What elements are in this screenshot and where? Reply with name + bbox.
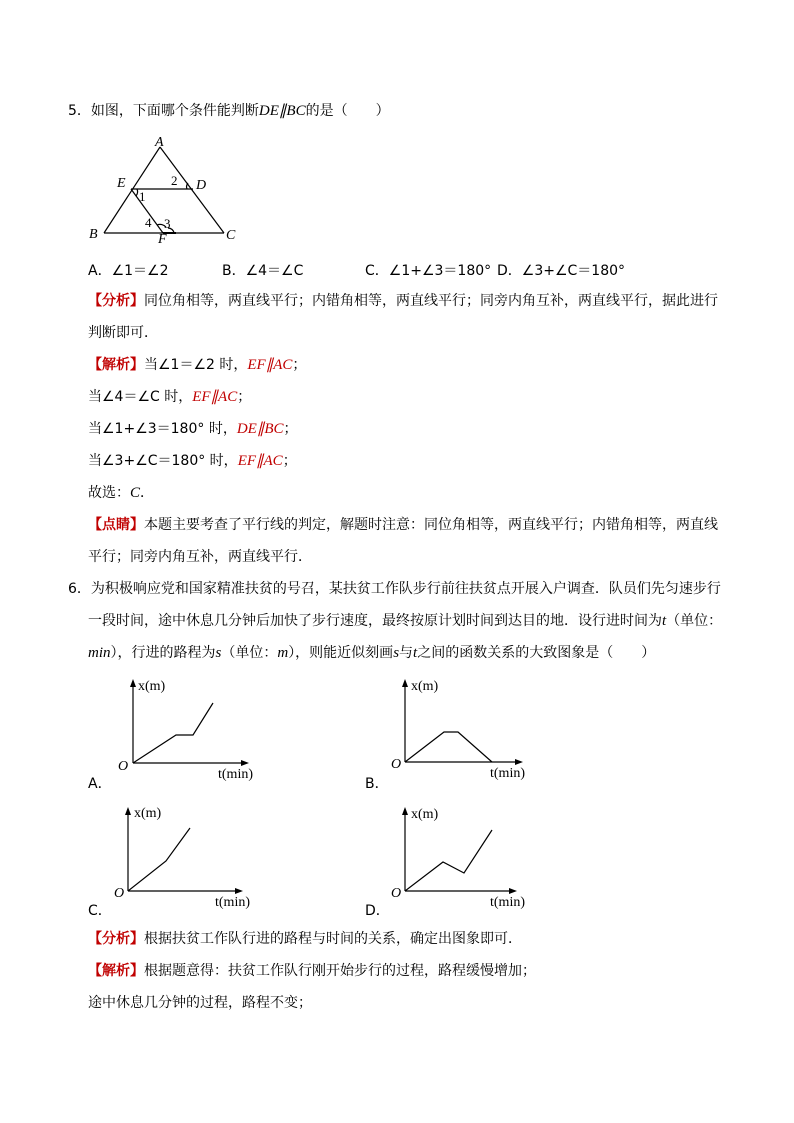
q5-option-c: C．∠1+∠3＝180° — [365, 263, 492, 279]
label-point-d: D — [196, 178, 207, 193]
q5-option-a: A．∠1＝∠2 — [88, 263, 169, 279]
graph-a-origin: O — [118, 759, 129, 774]
q5-option-d: D．∠3+∠C＝180° — [497, 263, 626, 279]
q6-analysis: 【分析】根据扶贫工作队行进的路程与时间的关系，确定出图象即可． — [88, 931, 522, 947]
q6-option-a: A． — [88, 776, 112, 792]
q5-stem: 5．如图，下面哪个条件能判断DE∥BC的是（ ） — [68, 103, 390, 119]
q6-option-c: C． — [88, 903, 112, 919]
graph-a-x-label: t(min) — [218, 767, 253, 782]
q5-analysis-line2: 判断即可． — [88, 325, 158, 341]
q6-graph-c — [110, 798, 260, 913]
label-angle-2: 2 — [171, 173, 178, 188]
q6-solution-line1: 【解析】根据题意得：扶贫工作队行刚开始步行的过程，路程缓慢增加； — [88, 963, 536, 979]
graph-c-y-label: x(m) — [134, 806, 162, 821]
q6-stem-line2: 一段时间，途中休息几分钟后加快了步行速度，最终按原计划时间到达目的地．设行进时间为t（单位： — [88, 613, 723, 629]
q6-graph-d — [385, 798, 535, 913]
graph-c-origin: O — [114, 886, 125, 901]
q6-graph-a — [110, 670, 290, 785]
graph-b-y-label: x(m) — [411, 679, 439, 694]
label-point-f: F — [158, 232, 167, 245]
q5-analysis-line1: 【分析】同位角相等，两直线平行；内错角相等，两直线平行；同旁内角互补，两直线平行，据此进行 — [88, 293, 718, 309]
label-point-e: E — [117, 176, 126, 191]
q5-comment-line2: 平行；同旁内角互补，两直线平行． — [88, 549, 312, 565]
graph-b-x-label: t(min) — [490, 766, 525, 781]
q6-option-b: B． — [365, 776, 389, 792]
graph-b-origin: O — [391, 757, 402, 772]
label-point-a: A — [155, 135, 164, 150]
q5-comment-line1: 【点睛】本题主要考查了平行线的判定，解题时注意：同位角相等，两直线平行；内错角相等，两直线 — [88, 517, 718, 533]
label-point-b: B — [89, 227, 98, 242]
q5-solution-line4: 当∠3+∠C＝180° 时，EF∥AC； — [88, 453, 297, 469]
q6-stem-line3: min），行进的路程为s（单位：m），则能近似刻画s与t之间的函数关系的大致图象是（ ） — [88, 645, 656, 661]
label-angle-3: 3 — [164, 216, 171, 231]
q6-option-d: D． — [365, 903, 390, 919]
graph-c-x-label: t(min) — [215, 895, 250, 910]
graph-a-y-label: x(m) — [138, 679, 166, 694]
q5-number: 5． — [68, 103, 91, 119]
q5-option-b: B．∠4＝∠C — [222, 263, 304, 279]
label-angle-1: 1 — [139, 189, 146, 204]
q6-stem-line1: 6．为积极响应党和国家精准扶贫的号召，某扶贫工作队步行前往扶贫点开展入户调查．队员们先匀速步行 — [68, 581, 721, 597]
graph-d-y-label: x(m) — [411, 807, 439, 822]
q6-solution-line2: 途中休息几分钟的过程，路程不变； — [88, 995, 312, 1011]
q5-solution-line2: 当∠4＝∠C 时，EF∥AC； — [88, 389, 252, 405]
q5-triangle-figure — [84, 130, 254, 245]
q6-number: 6． — [68, 581, 91, 597]
q5-solution-line5: 故选：C． — [88, 485, 155, 501]
label-point-c: C — [226, 228, 236, 243]
q5-solution-line3: 当∠1+∠3＝180° 时，DE∥BC； — [88, 421, 298, 437]
graph-d-origin: O — [391, 886, 402, 901]
label-angle-4: 4 — [145, 215, 152, 230]
graph-d-x-label: t(min) — [490, 895, 525, 910]
q6-graph-b — [385, 670, 535, 785]
q5-solution-line1: 【解析】当∠1＝∠2 时，EF∥AC； — [88, 357, 307, 373]
